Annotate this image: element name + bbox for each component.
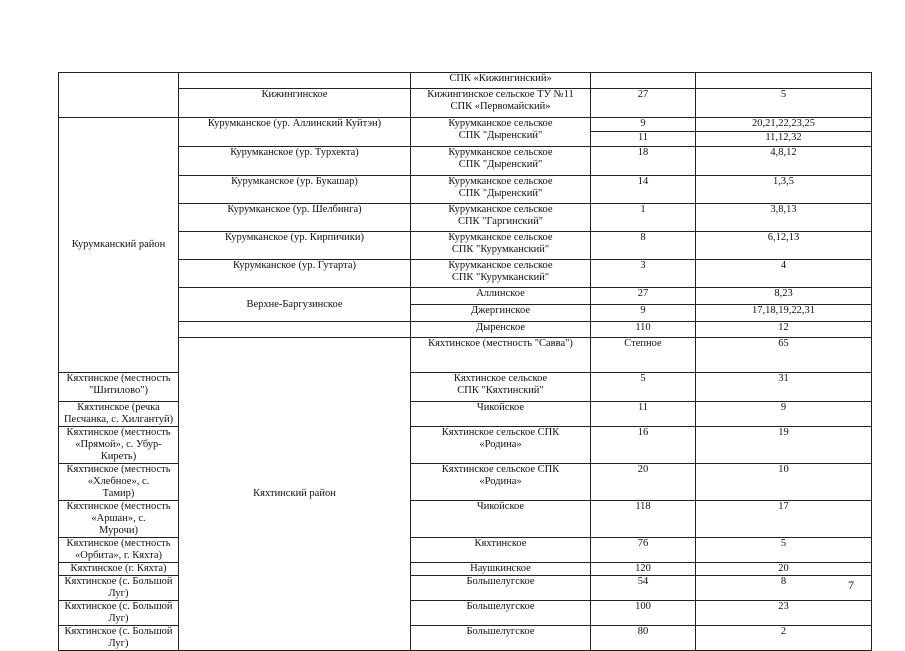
cell-line: СПК «Первомайский» bbox=[450, 101, 551, 112]
settlement-cell bbox=[179, 204, 411, 232]
settlement-cell bbox=[59, 576, 179, 601]
count-cell: 5 bbox=[591, 373, 696, 402]
plot-numbers-cell: 12 bbox=[696, 322, 872, 338]
org-cell bbox=[411, 204, 591, 232]
settlement-cell bbox=[179, 232, 411, 260]
cell-line: Кяхтинское (с. Большой Луг) bbox=[64, 626, 173, 649]
cell-line: СПК "Курумканский" bbox=[451, 272, 550, 283]
org-cell bbox=[411, 373, 591, 402]
cell-line: Кяхтинское (местность «Орбита», г. Кяхта) bbox=[66, 538, 171, 561]
count-cell: 27 bbox=[591, 288, 696, 305]
settlement-cell bbox=[59, 501, 179, 538]
settlement-cell bbox=[59, 626, 179, 651]
page-number: 7 bbox=[848, 578, 854, 592]
plot-numbers-cell: 31 bbox=[696, 373, 872, 402]
cell-line: СПК "Гаргинский" bbox=[457, 216, 544, 227]
table-row bbox=[59, 260, 872, 288]
org-cell bbox=[411, 288, 591, 305]
cell-line: СПК "Дыренский" bbox=[458, 130, 543, 141]
plot-numbers-cell: 8,23 bbox=[696, 288, 872, 305]
plot-numbers-cell: 8 bbox=[696, 576, 872, 601]
org-cell bbox=[411, 626, 591, 651]
org-cell bbox=[411, 563, 591, 576]
settlement-cell bbox=[179, 118, 411, 147]
settlement-cell bbox=[59, 563, 179, 576]
cell-line: Кяхтинское сельское СПК bbox=[441, 427, 560, 438]
count-cell: 9 bbox=[591, 118, 696, 132]
plot-numbers-cell: 6,12,13 bbox=[696, 232, 872, 260]
settlement-cell bbox=[59, 373, 179, 402]
plot-numbers-cell: 2 bbox=[696, 626, 872, 651]
cell-line: Курумканское (ур. Букашар) bbox=[231, 176, 358, 187]
count-cell: 8 bbox=[591, 232, 696, 260]
plot-numbers-cell: 5 bbox=[696, 89, 872, 118]
district-cell bbox=[59, 73, 179, 118]
cell-line: Кяхтинское (речка Песчанка, с. Хилгантуй) bbox=[63, 402, 174, 425]
cell-line: Дыренское bbox=[475, 322, 525, 333]
org-cell bbox=[411, 576, 591, 601]
settlement-cell bbox=[411, 338, 591, 373]
org-cell bbox=[411, 427, 591, 464]
count-cell: 120 bbox=[591, 563, 696, 576]
table-row bbox=[59, 338, 872, 373]
cell-line: Курумканское сельское bbox=[448, 232, 553, 243]
org-cell bbox=[411, 322, 591, 338]
count-cell: 1 bbox=[591, 204, 696, 232]
cell-line: Курумканское (ур. Аллинский Куйтэн) bbox=[207, 118, 382, 129]
cell-line: Чикойское bbox=[476, 402, 525, 413]
cell-line: Верхне-Баргузинское bbox=[246, 298, 343, 310]
count-cell: 110 bbox=[591, 322, 696, 338]
cell-line: Аллинское bbox=[476, 288, 525, 299]
table-row bbox=[59, 89, 872, 118]
org-cell bbox=[411, 538, 591, 563]
org-cell bbox=[411, 176, 591, 204]
table-row bbox=[59, 322, 872, 338]
org-cell bbox=[411, 232, 591, 260]
cell-line: СПК "Курумканский" bbox=[451, 244, 550, 255]
plot-numbers-cell: 20 bbox=[696, 563, 872, 576]
org-cell bbox=[411, 601, 591, 626]
count-cell bbox=[591, 73, 696, 89]
cell-line: Джергинское bbox=[470, 305, 530, 316]
count-cell: 3 bbox=[591, 260, 696, 288]
cell-line: Курумканское сельское bbox=[448, 176, 553, 187]
count-cell: 16 bbox=[591, 427, 696, 464]
org-cell bbox=[591, 338, 696, 373]
count-cell: 20 bbox=[591, 464, 696, 501]
cell-line: Кяхтинское (с. Большой Луг) bbox=[64, 576, 173, 599]
cell-line: Кижингинское bbox=[261, 89, 328, 100]
org-cell bbox=[411, 260, 591, 288]
cell-line: Степное bbox=[624, 338, 662, 349]
table-row bbox=[59, 204, 872, 232]
table-row bbox=[59, 118, 872, 132]
plot-numbers-cell: 11,12,32 bbox=[696, 132, 872, 147]
settlement-cell bbox=[59, 464, 179, 501]
plot-numbers-cell: 3,8,13 bbox=[696, 204, 872, 232]
settlement-cell bbox=[59, 402, 179, 427]
plot-numbers-cell: 1,3,5 bbox=[696, 176, 872, 204]
cell-line: Курумканское сельское bbox=[448, 204, 553, 215]
count-cell: 54 bbox=[591, 576, 696, 601]
org-cell bbox=[411, 402, 591, 427]
cell-line: Тамир) bbox=[102, 488, 135, 499]
settlement-cell bbox=[179, 147, 411, 176]
plot-numbers-cell: 23 bbox=[696, 601, 872, 626]
cell-line: «Родина» bbox=[479, 439, 522, 450]
plot-numbers-cell: 19 bbox=[696, 427, 872, 464]
cell-line: Чикойское bbox=[476, 501, 525, 512]
count-cell: 118 bbox=[591, 501, 696, 538]
cell-line: «Родина» bbox=[479, 476, 522, 487]
cell-line: Кяхтинское сельское bbox=[453, 373, 548, 384]
cell-line: Кижингинское сельское ТУ №11 bbox=[427, 89, 574, 100]
cell-line: Кяхтинское (г. Кяхта) bbox=[70, 563, 167, 574]
plot-numbers-cell: 9 bbox=[696, 402, 872, 427]
table-row bbox=[59, 147, 872, 176]
cell-line: Кяхтинское (с. Большой Луг) bbox=[64, 601, 173, 624]
count-cell: 100 bbox=[591, 601, 696, 626]
count-cell: 27 bbox=[591, 89, 696, 118]
count-cell: 9 bbox=[591, 305, 696, 322]
count-cell: 14 bbox=[591, 176, 696, 204]
settlement-cell bbox=[59, 427, 179, 464]
org-cell bbox=[411, 73, 591, 89]
table-row bbox=[59, 232, 872, 260]
cell-line: Большелугское bbox=[466, 576, 535, 587]
table-row bbox=[59, 288, 872, 305]
count-cell: 11 bbox=[591, 402, 696, 427]
settlement-cell bbox=[179, 176, 411, 204]
plot-numbers-cell bbox=[696, 73, 872, 89]
plot-numbers-cell: 5 bbox=[696, 538, 872, 563]
cell-line: Кяхтинское (местность «Хлебное», с. bbox=[66, 464, 171, 487]
table-row bbox=[59, 176, 872, 204]
cell-line: СПК «Кижингинский» bbox=[449, 73, 552, 84]
cell-line: Курумканское сельское bbox=[448, 260, 553, 271]
cell-line: Кяхтинское сельское СПК bbox=[441, 464, 560, 475]
cell-line: СПК "Дыренский" bbox=[458, 159, 543, 170]
cell-line: Кяхтинское (местность "Савва") bbox=[428, 338, 573, 349]
org-cell bbox=[411, 501, 591, 538]
cell-line: СПК "Кяхтинский" bbox=[457, 385, 544, 396]
cell-line: Наушкинское bbox=[470, 563, 531, 574]
org-cell bbox=[411, 305, 591, 322]
district-cell: Кяхтинский район bbox=[179, 338, 411, 651]
plot-numbers-cell: 10 bbox=[696, 464, 872, 501]
cell-line: Киреть) bbox=[100, 451, 137, 462]
org-cell bbox=[411, 89, 591, 118]
org-cell bbox=[411, 464, 591, 501]
settlement-cell bbox=[59, 538, 179, 563]
district-cell: Курумканский район bbox=[59, 118, 179, 373]
table-row bbox=[59, 73, 872, 89]
cell-line: Курумканское (ур. Турхекта) bbox=[230, 147, 359, 158]
settlement-cell bbox=[179, 260, 411, 288]
cell-line: Курумканское сельское bbox=[448, 118, 553, 129]
count-cell: 11 bbox=[591, 132, 696, 147]
cell-line: Большелугское bbox=[466, 626, 535, 637]
count-cell: 65 bbox=[696, 338, 872, 373]
settlement-cell bbox=[179, 288, 411, 322]
cell-line: Большелугское bbox=[466, 601, 535, 612]
org-cell bbox=[411, 147, 591, 176]
count-cell: 76 bbox=[591, 538, 696, 563]
plot-numbers-cell: 4 bbox=[696, 260, 872, 288]
cell-line: Кяхтинское (местность «Аршан», с. bbox=[66, 501, 171, 524]
settlement-cell bbox=[59, 601, 179, 626]
cell-line: Курумканское (ур. Гутарта) bbox=[233, 260, 356, 271]
cell-line: СПК "Дыренский" bbox=[458, 188, 543, 199]
settlement-cell bbox=[179, 322, 411, 338]
plot-numbers-cell: 17,18,19,22,31 bbox=[696, 305, 872, 322]
plot-numbers-cell: 17 bbox=[696, 501, 872, 538]
plot-numbers-cell: 20,21,22,23,25 bbox=[696, 118, 872, 132]
cell-line: Курумканское сельское bbox=[448, 147, 553, 158]
cell-line: Курумканское (ур. Кирпичики) bbox=[225, 232, 364, 243]
cell-line: Курумканское (ур. Шелбинга) bbox=[227, 204, 362, 215]
count-cell: 18 bbox=[591, 147, 696, 176]
settlement-cell bbox=[179, 89, 411, 118]
plot-numbers-cell: 4,8,12 bbox=[696, 147, 872, 176]
settlement-cell bbox=[179, 73, 411, 89]
land-allocation-table bbox=[58, 72, 872, 651]
cell-line: Кяхтинское (местность "Шитилово") bbox=[66, 373, 171, 396]
cell-line: Кяхтинское (местность «Прямой», с. Убур- bbox=[66, 427, 171, 450]
org-cell bbox=[411, 118, 591, 147]
count-cell: 80 bbox=[591, 626, 696, 651]
cell-line: Мурочи) bbox=[99, 525, 138, 536]
cell-line: Кяхтинское bbox=[474, 538, 527, 549]
